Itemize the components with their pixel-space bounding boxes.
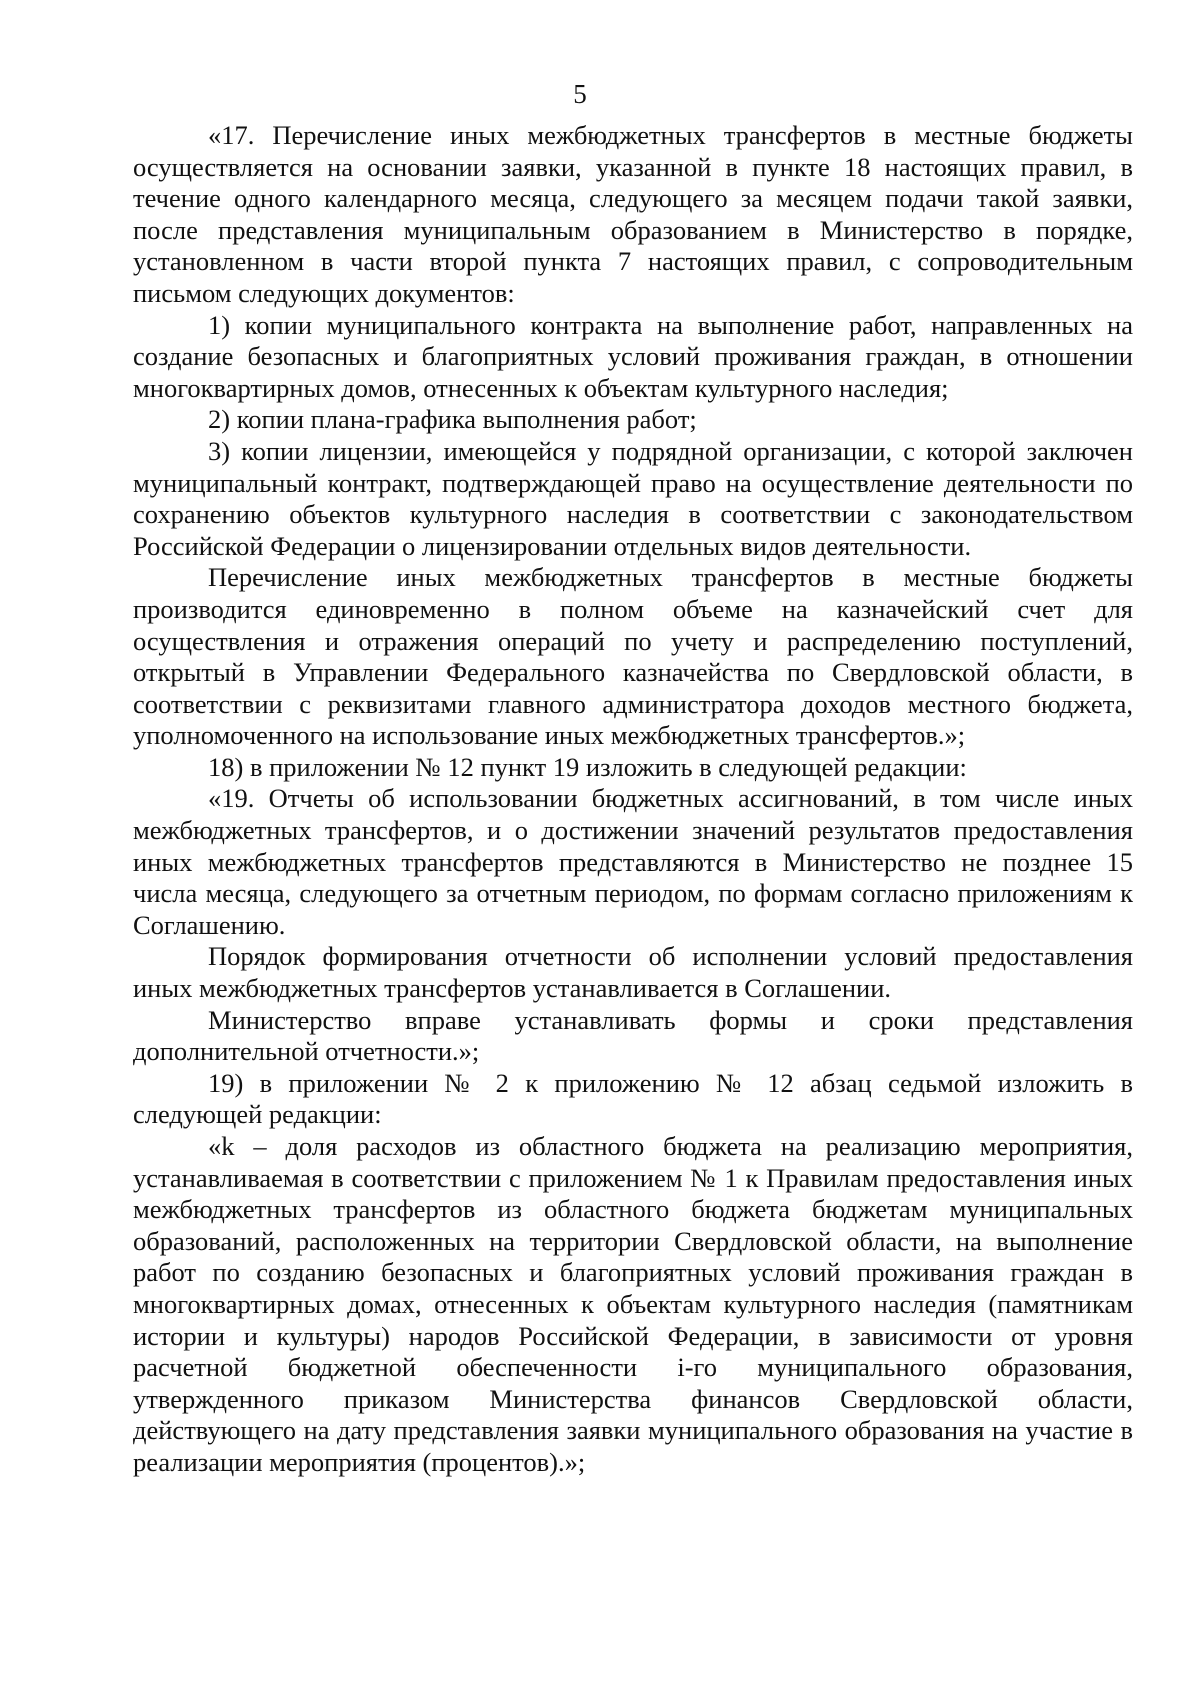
document-body bbox=[133, 120, 1133, 1479]
paragraph-transfer-procedure: Перечисление иных межбюджетных трансфертов в местные бюджеты производится единовременно в полном объеме на казначейский счет для осуществления и отражения операций по учету и распределению поступлений, открытый в Управлении Федерального казначейства по Свердловской области, в соответствии с реквизитами главного администратора доходов местного бюджета, уполномоченного на использование иных межбюджетных трансфертов.»; bbox=[133, 562, 1133, 751]
paragraph-reporting-procedure: Порядок формирования отчетности об исполнении условий предоставления иных межбюджетных трансфертов устанавливается в Соглашении. bbox=[133, 941, 1133, 1004]
paragraph-item-19: «19. Отчеты об использовании бюджетных ассигнований, в том числе иных межбюджетных трансфертов, и о достижении значений результатов предоставления иных межбюджетных трансфертов представляются в Министерство не позднее 15 числа месяца, следующего за отчетным периодом, по формам согласно приложениям к Соглашению. bbox=[133, 783, 1133, 940]
paragraph-document-3: 3) копии лицензии, имеющейся у подрядной организации, с которой заключен муниципальный контракт, подтверждающей право на осуществление деятельности по сохранению объектов культурного наследия в соответствии с законодательством Российской Федерации о лицензировании отдельных видов деятельности. bbox=[133, 435, 1133, 561]
page-number: 5 bbox=[573, 79, 587, 109]
paragraph-document-2: 2) копии плана-графика выполнения работ; bbox=[208, 404, 697, 435]
paragraph-coefficient-k: «k – доля расходов из областного бюджета на реализацию мероприятия, устанавливаемая в соответствии с приложением № 1 к Правилам предоставления иных межбюджетных трансфертов из областного бюджета бюджетам муниципальных образований, расположенных на территории Свердловской области, на выполнение работ по созданию безопасных и благоприятных условий проживания граждан в многоквартирных домах, отнесенных к объектам культурного наследия (памятникам истории и культуры) народов Российской Федерации, в зависимости от уровня расчетной бюджетной обеспеченности i-го муниципального образования, утвержденного приказом Министерства финансов Свердловской области, действующего на дату представления заявки муниципального образования на участие в реализации мероприятия (процентов).»; bbox=[133, 1131, 1133, 1477]
paragraph-amendment-18: 18) в приложении № 12 пункт 19 изложить в следующей редакции: bbox=[208, 751, 967, 782]
paragraph-amendment-19: 19) в приложении № 2 к приложению № 12 абзац седьмой изложить в следующей редакции: bbox=[133, 1067, 1133, 1130]
paragraph-additional-reporting: Министерство вправе устанавливать формы и сроки представления дополнительной отчетности.»; bbox=[133, 1004, 1133, 1067]
paragraph-document-1: 1) копии муниципального контракта на выполнение работ, направленных на создание безопасных и благоприятных условий проживания граждан, в отношении многоквартирных домов, отнесенных к объектам культурного наследия; bbox=[133, 309, 1133, 403]
paragraph-item-17: «17. Перечисление иных межбюджетных трансфертов в местные бюджеты осуществляется на основании заявки, указанной в пункте 18 настоящих правил, в течение одного календарного месяца, следующего за месяцем подачи такой заявки, после представления муниципальным образованием в Министерство в порядке, установленном в части второй пункта 7 настоящих правил, с сопроводительным письмом следующих документов: bbox=[133, 120, 1133, 308]
